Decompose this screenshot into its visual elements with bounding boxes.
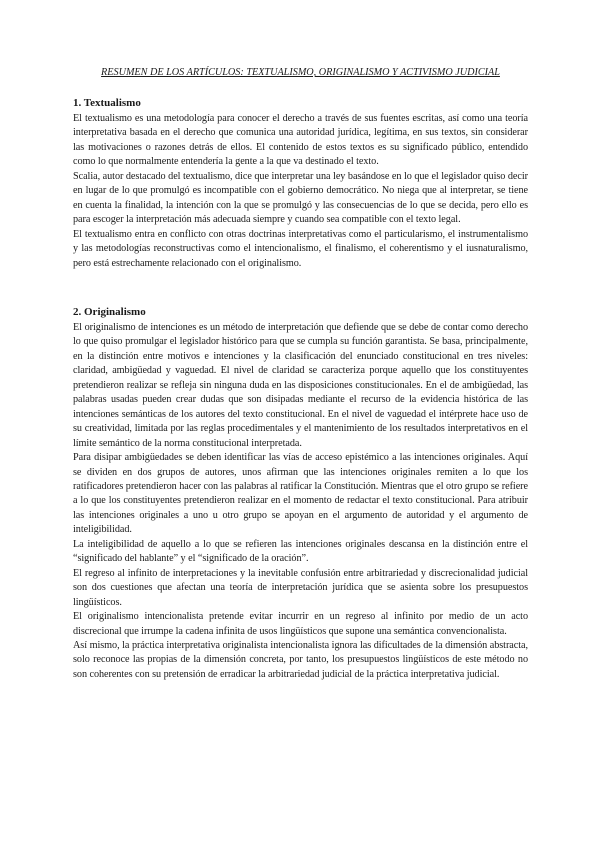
paragraph: El originalismo de intenciones es un método de interpretación que defiende que se debe de contar como derecho lo que quiso promulgar el legislador histórico para que se cumpla su función garantista. Se basa, principalmente, en la distinción entre motivos e intenciones y la clasificación del enunciado constitucional en tres niveles: claridad, ambigüedad y vaguedad. El nivel de claridad se caracteriza porque aquello que los constituyentes pretendieron realizar se refleja sin ninguna duda en las disposiciones constitucionales. En el de ambigüedad, las palabras usadas pueden crear dudas que son disipadas mediante el recurso de la evidencia histórica de las intenciones semánticas de los autores del texto constitucional. En el nivel de vaguedad el intérprete hace uso de su creatividad, limitada por las reglas procedimentales y el mantenimiento de los resultados interpretativos en el límite semántico de la norma constitucional interpretada. [73, 321, 528, 449]
paragraph: El originalismo intencionalista pretende evitar incurrir en un regreso al infinito por medio de un acto discrecional que irrumpe la cadena infinita de usos lingüísticos que supone una semántica convencionalista. [73, 611, 528, 637]
section-spacer [73, 271, 528, 305]
paragraph: Así mismo, la práctica interpretativa originalista intencionalista ignora las dificultades de la dimensión abstracta, solo reconoce las propias de la dimensión concreta, por tanto, los presupuestos lingüísticos de este método no son coherentes con su pretensión de erradicar la arbitrariedad judicial de la práctica interpretativa judicial. [73, 639, 528, 680]
paragraph: Para disipar ambigüedades se deben identificar las vías de acceso epistémico a las intenciones originales. Aquí se dividen en dos grupos de autores, unos afirman que las intenciones originales remiten a lo que los ratificadores pretendieron hacer con las palabras al ratificar la Constitución. Mientras que el otro grupo se refiere a lo que los constituyentes pretendieron realizar en el momento de redactar el texto constitucional. Para atribuir las intenciones originales a uno u otro grupo se apoyan en el argumento de autoridad y el argumento de inteligibilidad. [73, 452, 528, 536]
section-heading: 1. Textualismo [73, 97, 141, 109]
document-title: RESUMEN DE LOS ARTÍCULOS: TEXTUALISMO, ORIGINALISMO Y ACTIVISMO JUDICIAL [101, 67, 500, 78]
paragraph: El textualismo es una metodología para conocer el derecho a través de sus fuentes escritas, así como una teoría interpretativa basada en el derecho que comunica una autoridad jurídica, legítima, en sus textos, sin considerar las motivaciones o razones detrás de ellos. El contenido de estos textos es su significado público, entendido como lo que normalmente entendería la gente a la que va destinado el texto. [73, 113, 528, 168]
section-textualismo [73, 96, 528, 271]
paragraph: Scalia, autor destacado del textualismo, dice que interpretar una ley basándose en lo que el legislador quiso decir en lugar de lo que promulgó es incompatible con el gobierno democrático. No niega que al interpretar, se tiene en cuenta la finalidad, la intención con la que se promulgó y las consecuencias de lo que se decida, pero ello es para escoger la interpretación más adecuada siempre y cuando sea compatible con el texto legal. [73, 170, 528, 226]
paragraph: El textualismo entra en conflicto con otras doctrinas interpretativas como el particularismo, el instrumentalismo y las metodologías reconstructivas como el intencionalismo, el finalismo, el coherentismo y el iusnaturalismo, pero está estrechamente relacionado con el originalismo. [73, 228, 528, 269]
paragraph: La inteligibilidad de aquello a lo que se refieren las intenciones originales descansa en la distinción entre el “significado del hablante” y el “significado de la oración”. [73, 538, 528, 565]
document-page [73, 66, 528, 682]
section-originalismo [73, 305, 528, 682]
paragraph: El regreso al infinito de interpretaciones y la inevitable confusión entre arbitrariedad y discrecionalidad judicial son dos cuestiones que afectan una teoría de interpretación jurídica que se asienta sobre los presupuestos lingüísticos. [73, 567, 528, 608]
section-heading: 2. Originalismo [73, 305, 146, 318]
